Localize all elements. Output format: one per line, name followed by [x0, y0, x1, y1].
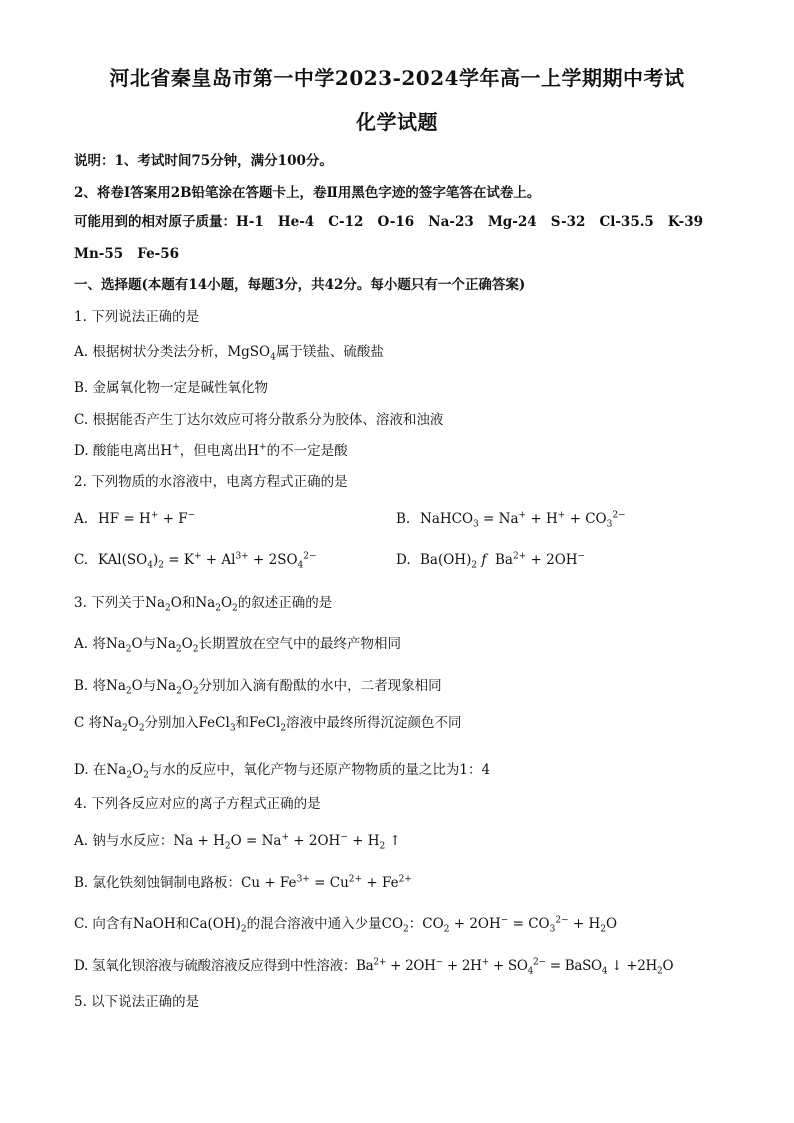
question-1-stem: 1. 下列说法正确的是 — [74, 309, 200, 325]
option-text: A. 根据树状分类法分析， — [74, 344, 228, 360]
atomic-masses-row-1 — [74, 212, 703, 232]
question-1-option-b: B. 金属氧化物一定是碱性氧化物 — [74, 380, 269, 396]
question-3-option-c: C 将$Na_2O_2$分别加入FeCl$_3$和FeCl$_2$溶液中最终所得沉淀颜色不同 — [74, 715, 462, 734]
question-1-option-d: D. 酸能电离出H+，但电离出H+的不一定是酸 — [74, 442, 348, 459]
question-1-option-c: C. 根据能否产生丁达尔效应可将分散系分为胶体、溶液和浊液 — [74, 412, 444, 428]
formula: MgSO$_4$ — [227, 344, 276, 363]
question-3-option-a: A. 将$Na_2O$与$Na_2O_2$长期置放在空气中的最终产物相同 — [74, 636, 401, 655]
question-3-option-b: B. 将$Na_2O$与$Na_2O_2$分别加入滴有酚酞的水中，二者现象相同 — [74, 678, 442, 697]
question-4-option-c: C. 向含有NaOH和$Ca(OH)_2$的混合溶液中通入少量$CO_2$：$CO_2 + 2OH^- = CO_3^{2-} + H_2O$ — [74, 915, 618, 935]
atomic-masses-values: H-1 He-4 C-12 O-16 Na-23 Mg-24 S-32 Cl-35.5 K-39 — [236, 214, 704, 230]
question-4-option-a: A. 钠与水反应：$Na + H_2O = Na^+ + 2OH^- + H_2$ ↑ — [74, 832, 401, 852]
atomic-masses-row-2: Mn-55 Fe-56 — [74, 246, 180, 262]
question-2-option-b: B. NaHCO$_3$ = $Na^+ + H^+ + CO_3^{2-}$ — [396, 510, 626, 530]
question-3-option-d: D. 在$Na_2O_2$与水的反应中，氧化产物与还原产物物质的量之比为1：4 — [74, 762, 491, 781]
question-1-option-a — [74, 342, 384, 362]
question-4-stem: 4. 下列各反应对应的离子方程式正确的是 — [74, 796, 321, 812]
page-title: 河北省秦皇岛市第一中学2023-2024学年高一上学期期中考试 — [109, 66, 685, 90]
question-5-stem: 5. 以下说法正确的是 — [74, 994, 200, 1010]
note-line-1: 说明：1、考试时间75分钟，满分100分。 — [74, 153, 333, 169]
option-text: 属于镁盐、硫酸盐 — [275, 344, 384, 360]
page-subtitle: 化学试题 — [356, 110, 438, 134]
question-4-option-d: D. 氢氧化钡溶液与硫酸溶液反应得到中性溶液：$Ba^{2+} + 2OH^- + 2H^+ + SO_4^{2-}$ = BaSO$_4$ ↓ $+2H_2O$ — [74, 957, 674, 977]
question-4-option-b: B. 氯化铁刻蚀铜制电路板：$Cu + Fe^{3+} = Cu^{2+} + Fe^{2+}$ — [74, 874, 412, 891]
question-2-option-a: A. HF = H+ + F− — [74, 510, 196, 527]
question-3-stem: 3. 下列关于$Na_2O$和$Na_2O_2$的叙述正确的是 — [74, 595, 333, 614]
question-2-option-c: C. $KAl(SO_4)_2 = K^+ + Al^{3+} + 2SO_4^{2-}$ — [74, 551, 317, 571]
section-heading: 一、选择题(本题有14小题，每题3分，共42分。每小题只有一个正确答案) — [74, 277, 526, 293]
atomic-masses-label: 可能用到的相对原子质量： — [74, 214, 236, 230]
question-2-stem: 2. 下列物质的水溶液中，电离方程式正确的是 — [74, 474, 348, 490]
note-line-2: 2、将卷Ⅰ答案用2B铅笔涂在答题卡上，卷Ⅱ用黑色字迹的签字笔答在试卷上。 — [74, 185, 541, 201]
question-2-option-d: D. $Ba(OH)_2$ f $Ba^{2+} + 2OH^-$ — [396, 551, 586, 571]
